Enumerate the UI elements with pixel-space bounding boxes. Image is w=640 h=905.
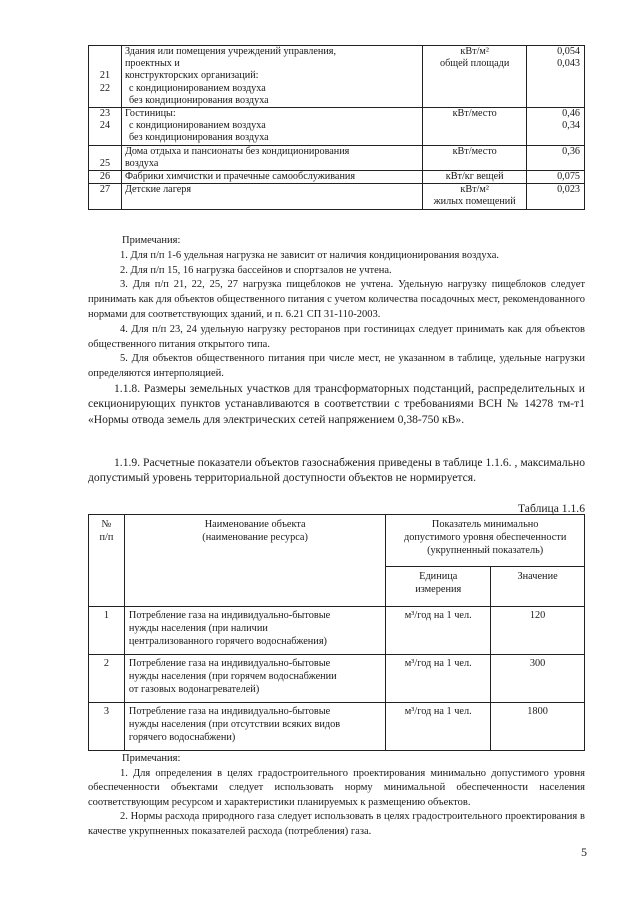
note-item: 1. Для определения в целях градостроительного проектирования минимально допустимого уровня обеспеченности объектами следует использовать норму минимальной обеспеченности населения соответствующим ресурсом и характеристики планируемых к размещению объектов. — [88, 767, 585, 808]
table-row — [89, 184, 585, 209]
table-notes-2 — [88, 752, 585, 840]
row-number: 3 — [89, 703, 125, 751]
table-cell-num: 26 — [89, 171, 122, 184]
note-item: 2. Для п/п 15, 16 нагрузка бассейнов и спортзалов не учтена. — [120, 264, 392, 276]
paragraph-1-1-8: 1.1.8. Размеры земельных участков для трансформаторных подстанций, распределительных и секционирующих пунктов устанавливаются в соответствии с требованиями ВСН № 14278 тм-т1 «Нормы отвода земель для электрических сетей напряжением 0,38-750 кВ». — [88, 382, 585, 426]
note-item: 4. Для п/п 23, 24 удельную нагрузку ресторанов при гостиницах следует принимать как для объектов общественного питания открытого типа. — [88, 323, 585, 350]
header-num-text: № п/п — [99, 519, 114, 543]
table-cell-name: Здания или помещения учреждений управления, проектных и конструкторских организаций: с кондиционированием воздуха без кондиционирования воздуха — [121, 46, 422, 108]
table-cell-value: 0,46 0,34 — [527, 108, 585, 146]
table-cell-num: 27 — [89, 184, 122, 209]
notes-title: Примечания: — [122, 753, 181, 764]
header-indicator: Показатель минимально допустимого уровня обеспеченности (укрупненный показатель) — [386, 515, 585, 567]
table-cell-value: 0,36 — [527, 145, 585, 170]
page-number: 5 — [581, 845, 587, 859]
table-cell-name: Детские лагеря — [121, 184, 422, 209]
table-cell-name: Дома отдыха и пансионаты без кондиционирования воздуха — [121, 145, 422, 170]
row-unit: м³/год на 1 чел. — [386, 607, 491, 655]
table-row — [89, 145, 585, 170]
power-load-table — [88, 45, 585, 210]
note-item: 1. Для п/п 1-6 удельная нагрузка не зависит от наличия кондиционирования воздуха. — [120, 249, 500, 261]
header-num — [89, 515, 125, 607]
table-cell-value: 0,054 0,043 — [527, 46, 585, 108]
row-value: 1800 — [491, 703, 585, 751]
header-value: Значение — [491, 567, 585, 607]
note-item: 2. Нормы расхода природного газа следует использовать в целях градостроительного проектирования в качестве укрупненных показателей расхода (потребления) газа. — [88, 811, 585, 837]
row-unit: м³/год на 1 чел. — [386, 703, 491, 751]
table-row — [89, 607, 585, 655]
row-number: 2 — [89, 655, 125, 703]
row-unit: м³/год на 1 чел. — [386, 655, 491, 703]
note-item: 3. Для п/п 21, 22, 25, 27 нагрузка пищеблоков не учтена. Удельную нагрузку пищеблоков следует принимать как для объектов общественного питания с учетом количества посадочных мест, рекомендованного нормами для соответствующих зданий, и п. 6.21 СП 31-110-2003. — [88, 279, 585, 320]
header-unit: Единица измерения — [386, 567, 491, 607]
row-number: 1 — [89, 607, 125, 655]
notes-title: Примечания: — [122, 235, 181, 246]
table-cell-value: 0,023 — [527, 184, 585, 209]
row-value: 120 — [491, 607, 585, 655]
table-row — [89, 108, 585, 146]
row-object-name: Потребление газа на индивидуально-бытовые нужды населения (при отсутствии всяких видов горячего водоснабжени) — [124, 703, 385, 751]
table-row — [89, 703, 585, 751]
table-cell-unit: кВт/м² жилых помещений — [423, 184, 527, 209]
table-row — [89, 171, 585, 184]
note-item: 5. Для объектов общественного питания при числе мест, не указанном в таблице, удельные нагрузки определяются интерполяцией. — [88, 353, 585, 380]
table-cell-value: 0,075 — [527, 171, 585, 184]
table-cell-unit: кВт/место — [423, 108, 527, 146]
gas-supply-table — [88, 514, 585, 751]
table-cell-unit: кВт/кг вещей — [423, 171, 527, 184]
table-cell-name: Фабрики химчистки и прачечные самообслуживания — [121, 171, 422, 184]
paragraph-1-1-9: 1.1.9. Расчетные показатели объектов газоснабжения приведены в таблице 1.1.6. , максимально допустимый уровень территориальной доступности объектов не нормируется. — [88, 456, 585, 485]
row-value: 300 — [491, 655, 585, 703]
table-cell-unit: кВт/м² общей площади — [423, 46, 527, 108]
table-notes — [88, 234, 585, 382]
table-cell-num: 25 — [89, 145, 122, 170]
table-cell-name: Гостиницы: с кондиционированием воздуха без кондиционирования воздуха — [121, 108, 422, 146]
table-cell-num: 21 22 — [89, 46, 122, 108]
table-row — [89, 46, 585, 108]
table-cell-num: 23 24 — [89, 108, 122, 146]
row-object-name: Потребление газа на индивидуально-бытовые нужды населения (при наличии централизованного горячего водоснабжения) — [124, 607, 385, 655]
table-caption: Таблица 1.1.6 — [518, 502, 585, 515]
table-cell-unit: кВт/место — [423, 145, 527, 170]
row-object-name: Потребление газа на индивидуально-бытовые нужды населения (при горячем водоснабжении от газовых водонагревателей) — [124, 655, 385, 703]
table-row — [89, 655, 585, 703]
header-name: Наименование объекта (наименование ресурса) — [124, 515, 385, 607]
